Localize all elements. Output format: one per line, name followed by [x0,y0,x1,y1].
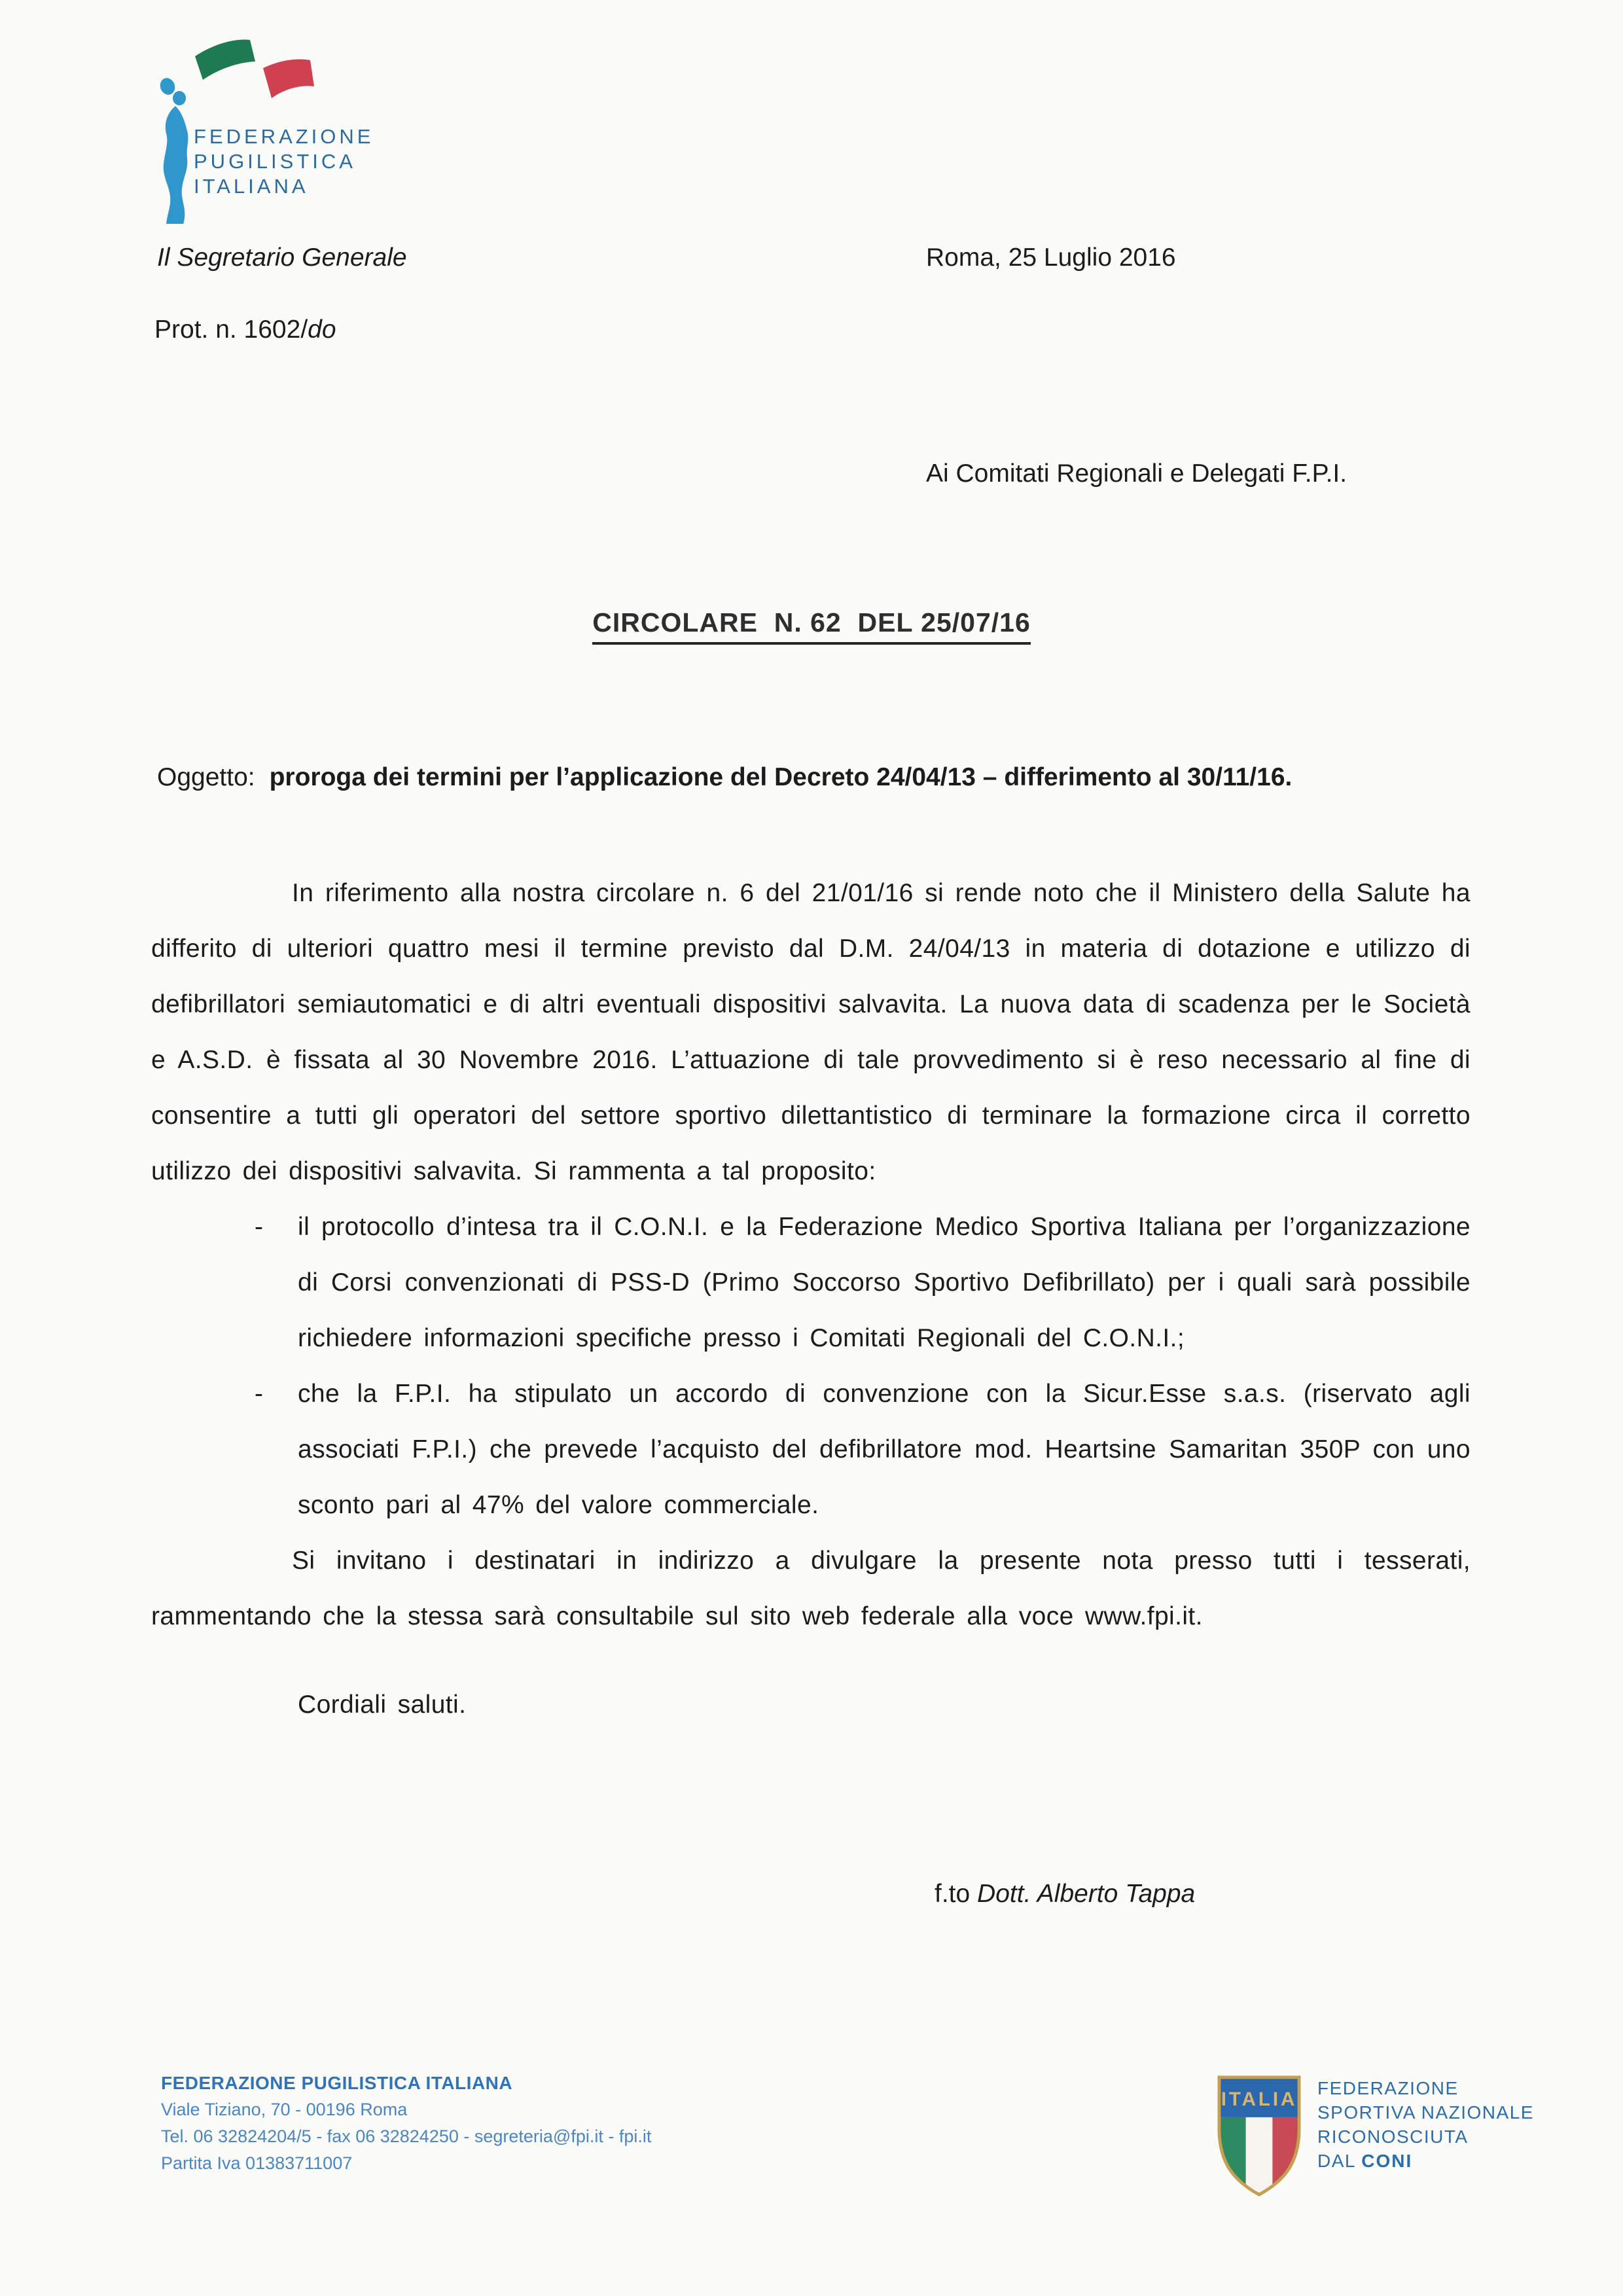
footer-address: Viale Tiziano, 70 - 00196 Roma [161,2100,408,2119]
signature-line [935,1880,1195,1909]
closing-salutation: Cordiali saluti. [298,1691,467,1719]
subject-text: proroga dei termini per l’applicazione del Decreto 24/04/13 – differimento al 30/11/16. [269,763,1293,791]
body-paragraph-2: Si invitano i destinatari in indirizzo a divulgare la presente nota presso tutti i tesserati, rammentando che la stessa sarà consultabile sul sito web federale alla voce www.fpi.it. [151,1547,1471,1630]
footer-address-block [161,2070,651,2177]
fpi-logo-wordmark [194,124,374,199]
subject-label: Oggetto: [157,763,255,791]
coni-text-line [1317,2149,1534,2173]
footer-contacts: Tel. 06 32824204/5 - fax 06 32824250 - segreteria@fpi.it - fpi.it [161,2126,652,2146]
coni-text-line: SPORTIVA NAZIONALE [1317,2102,1534,2123]
place-and-date: Roma, 25 Luglio 2016 [926,243,1176,272]
shield-white-stripe [1246,2117,1273,2198]
protocol-number [154,315,336,344]
recipient: Ai Comitati Regionali e Delegati F.P.I. [926,459,1347,488]
fpi-logo [151,27,458,224]
protocol-suffix: do [308,315,336,344]
bullet-text: che la F.P.I. ha stipulato un accordo di convenzione con la Sicur.Esse s.a.s. (riservato agli associati F.P.I.) che prevede l’acquisto del defibrillatore mod. Heartsine Samaritan 350P con uno sconto pari al 47% del valore commerciale. [298,1380,1471,1519]
circular-title-text: CIRCOLARE N. 62 DEL 25/07/16 [592,607,1031,645]
footer-org-name: FEDERAZIONE PUGILISTICA ITALIANA [161,2073,513,2093]
coni-shield-italia-label: ITALIA [1221,2089,1298,2111]
coni-text-line: FEDERAZIONE [1317,2078,1459,2098]
bullet-text: il protocollo d’intesa tra il C.O.N.I. e la Federazione Medico Sportiva Italiana per l’organizzazione di Corsi convenzionati di PSS-D (Primo Soccorso Sportivo Defibrillato) per i quali sarà possibile richiedere informazioni specifiche presso i Comitati Regionali del C.O.N.I.; [298,1213,1471,1352]
subject-block [157,751,1613,804]
circular-title [0,607,1623,645]
fpi-logo-line: FEDERAZIONE [194,125,374,148]
coni-text-line: RICONOSCIUTA [1317,2126,1469,2147]
coni-bold-label: CONI [1361,2151,1413,2171]
protocol-prefix: Prot. n. 1602/ [154,315,308,344]
fpi-logo-line: ITALIANA [194,175,309,198]
bullet-item [151,1366,1471,1533]
coni-shield-icon [1214,2072,1304,2198]
boxer-silhouette-icon [158,76,188,224]
footer-vat: Partita Iva 01383711007 [161,2153,353,2173]
body-paragraph-1: In riferimento alla nostra circolare n. 6 del 21/01/16 si rende noto che il Ministero della Salute ha differito di ulteriori quattro mesi il termine previsto dal D.M. 24/04/13 in materia di dotazione e utilizzo di defibrillatori semiautomatici e di altri eventuali dispositivi salvavita. La nuova data di scadenza per le Società e A.S.D. è fissata al 30 Novembre 2016. L’attuazione di tale provvedimento si è reso necessario al fine di consentire a tutti gli operatori del settore sportivo dilettantistico di terminare la formazione circa il corretto utilizzo dei dispositivi salvavita. Si rammenta a tal proposito: [151,879,1471,1185]
bullet-item [151,1199,1471,1366]
bullet-marker: - [255,1213,264,1241]
coni-recognition-block [1214,2067,1580,2211]
fpi-logo-line: PUGILISTICA [194,150,356,173]
signature-prefix: f.to [935,1880,978,1908]
letter-body [151,865,1471,1732]
coni-recognition-text [1317,2076,1534,2173]
italian-flag-green-shape [195,39,255,80]
signature-name: Dott. Alberto Tappa [977,1880,1196,1908]
sender-title: Il Segretario Generale [157,243,407,272]
italian-flag-red-shape [263,60,314,99]
bullet-marker: - [255,1380,264,1408]
coni-dal-label: DAL [1317,2151,1362,2171]
